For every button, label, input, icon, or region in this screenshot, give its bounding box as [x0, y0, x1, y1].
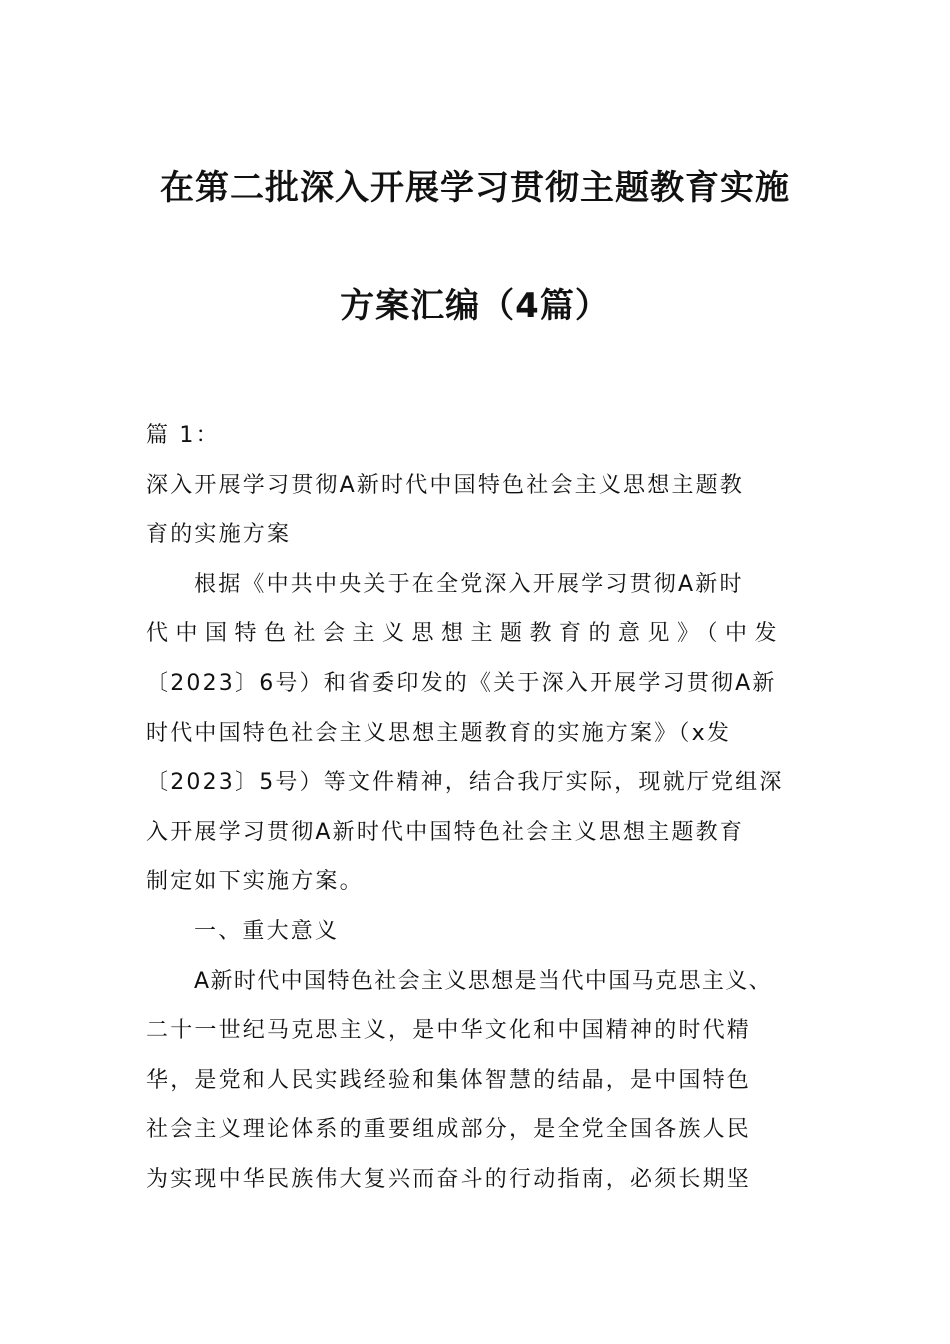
paragraph-line: 为实现中华民族伟大复兴而奋斗的行动指南，必须长期坚 — [146, 1166, 752, 1192]
section-heading: 一、重大意义 — [194, 918, 340, 944]
paragraph-line: 入开展学习贯彻A新时代中国特色社会主义思想主题教育 — [146, 819, 745, 845]
paragraph-line: 〔2023〕5号）等文件精神，结合我厅实际，现就厅党组深 — [146, 770, 784, 796]
document-title-line-1: 在第二批深入开展学习贯彻主题教育实施 — [160, 168, 790, 208]
paragraph-line: 二十一世纪马克思主义，是中华文化和中国精神的时代精 — [146, 1018, 752, 1044]
chapter-label: 篇 1： — [146, 423, 220, 448]
paragraph-line: 时代中国特色社会主义思想主题教育的实施方案》（x发 — [146, 720, 732, 746]
paragraph-line: 华，是党和人民实践经验和集体智慧的结晶，是中国特色 — [146, 1067, 752, 1093]
chapter-heading-line: 育的实施方案 — [146, 522, 292, 548]
paragraph-line: 〔2023〕6号）和省委印发的《关于深入开展学习贯彻A新 — [146, 670, 777, 696]
paragraph-line: A新时代中国特色社会主义思想是当代中国马克思主义、 — [194, 968, 773, 994]
chapter-heading-line: 深入开展学习贯彻A新时代中国特色社会主义思想主题教 — [146, 472, 745, 498]
document-title-line-2: 方案汇编（4篇） — [340, 286, 610, 326]
document-body — [146, 411, 811, 1205]
paragraph-line: 社会主义理论体系的重要组成部分，是全党全国各族人民 — [146, 1117, 752, 1143]
paragraph-line: 制定如下实施方案。 — [146, 869, 364, 895]
paragraph-line: 代中国特色社会主义思想主题教育的意见》（中发 — [146, 621, 785, 647]
paragraph-line: 根据《中共中央关于在全党深入开展学习贯彻A新时 — [194, 571, 744, 597]
